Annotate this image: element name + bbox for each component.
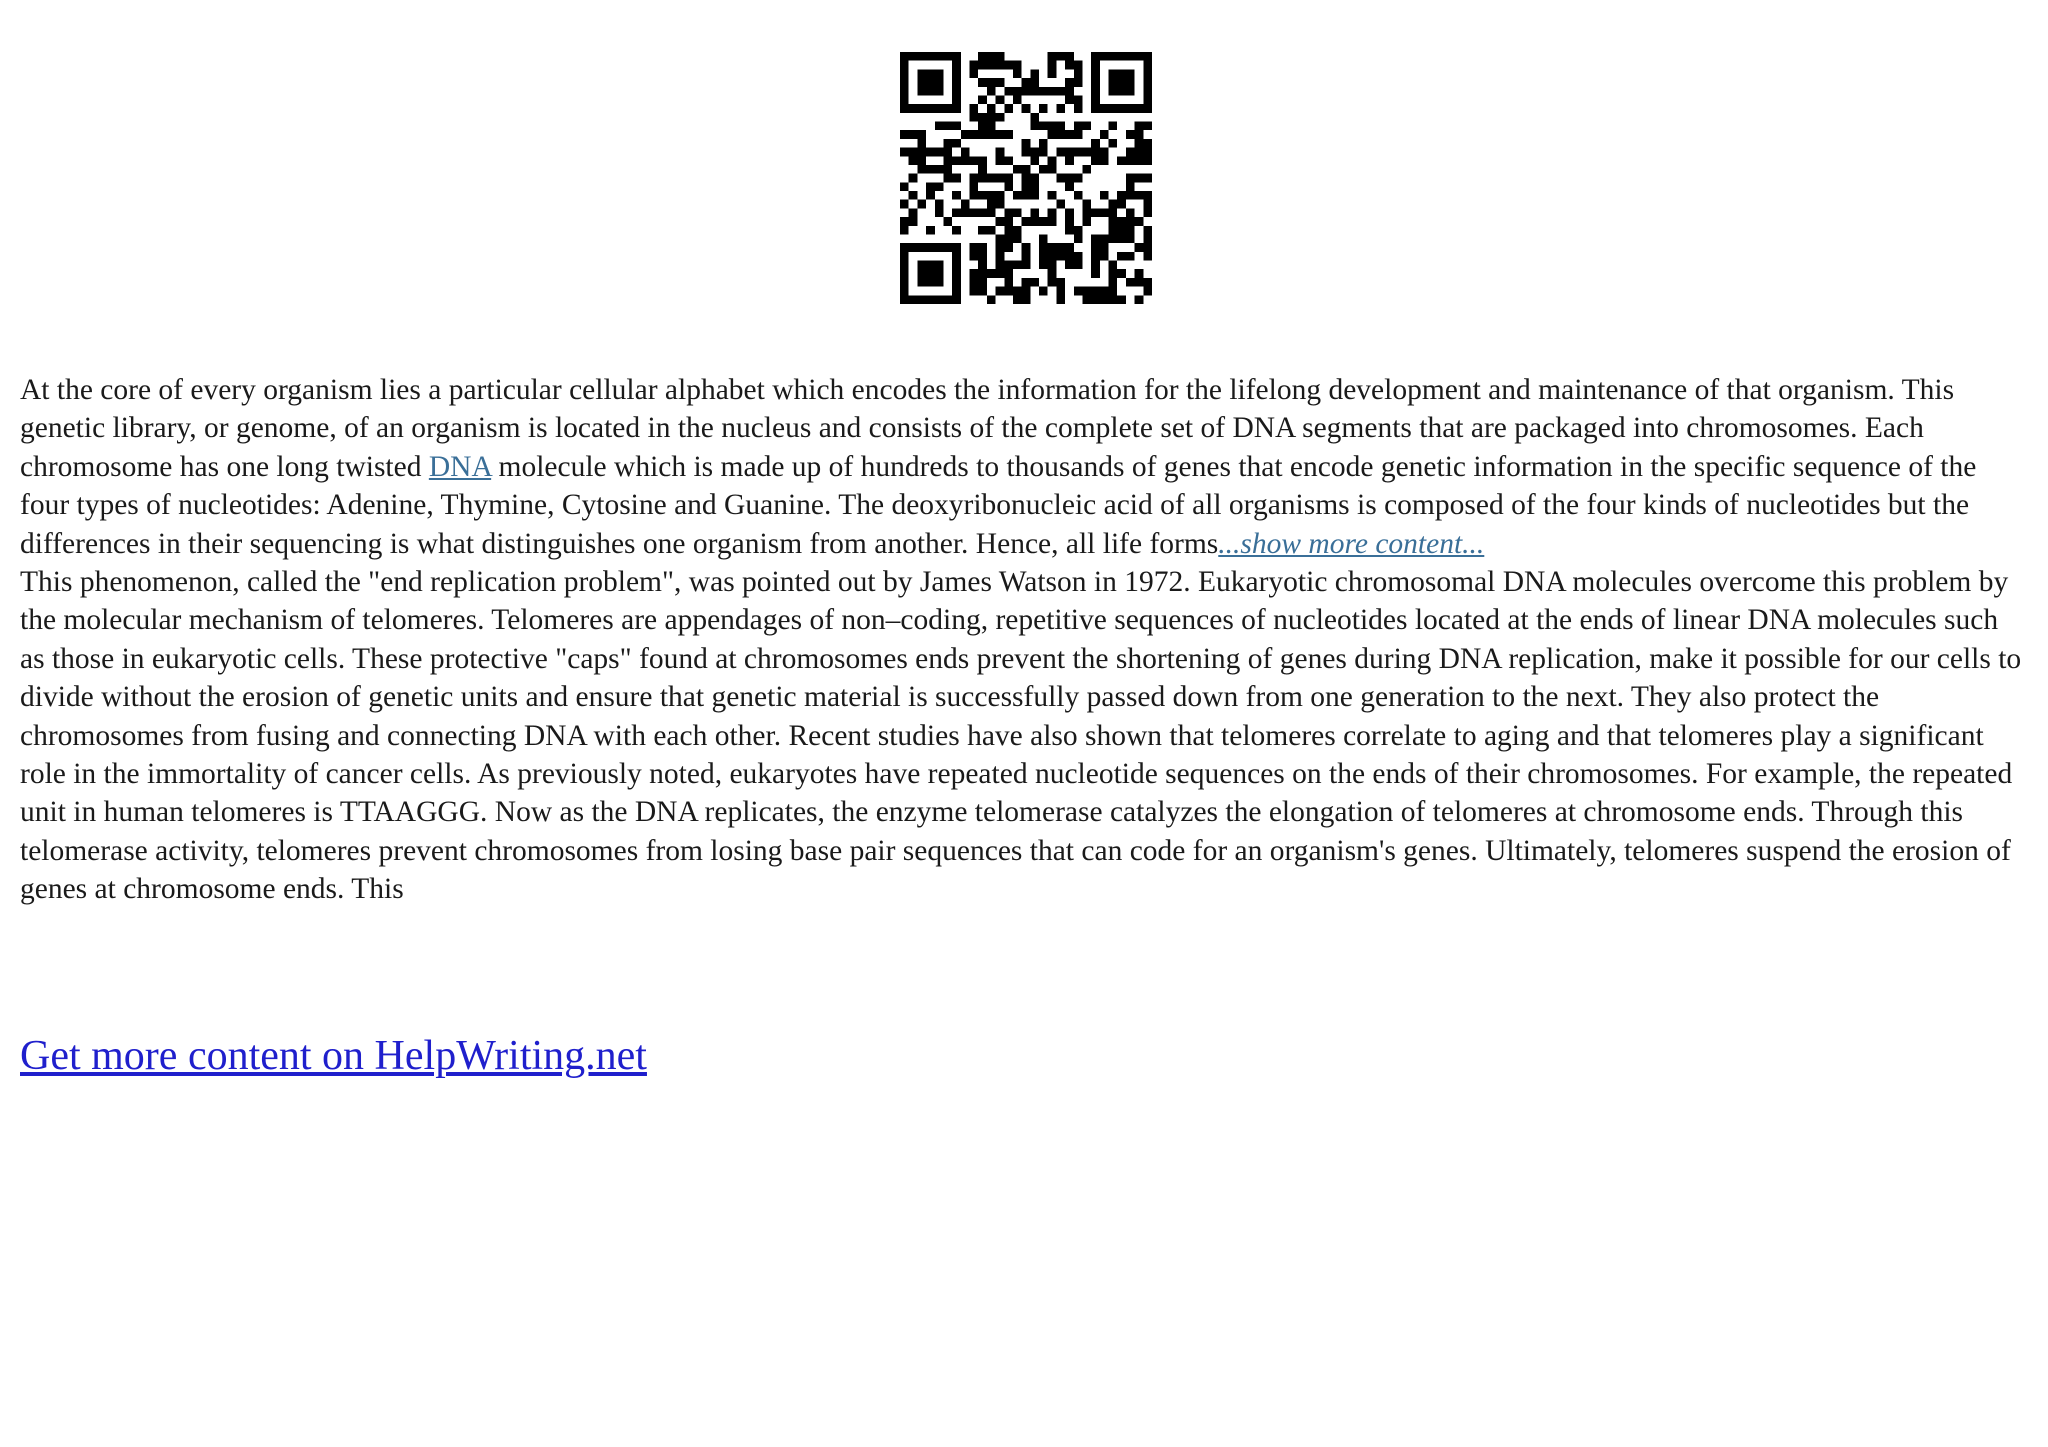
dna-link[interactable]: DNA [428, 450, 492, 483]
qr-code-icon [900, 52, 1152, 304]
paragraph-telomeres: This phenomenon, called the "end replication problem", was pointed out by James Watson in 1972. Eukaryotic chromosomal DNA molecules overcome this problem by the molecular mechanism of telomeres. Telomeres are appendages of non–coding, repetitive sequences of nucleotides located at the ends of linear DNA molecules such as those in eukaryotic cells. These protective "caps" found at chromosomes ends prevent the shortening of genes during DNA replication, make it possible for our cells to divide without the erosion of genetic units and ensure that genetic material is successfully passed down from one generation to the next. They also protect the chromosomes from fusing and connecting DNA with each other. Recent studies have also shown that telomeres correlate to aging and that telomeres play a significant role in the immortality of cancer cells. As previously noted, eukaryotes have repeated nucleotide sequences on the ends of their chromosomes. For example, the repeated unit in human telomeres is TTAAGGG. Now as the DNA replicates, the enzyme telomerase catalyzes the elongation of telomeres at chromosome ends. Through this telomerase activity, telomeres prevent chromosomes from losing base pair sequences that can code for an organism's genes. Ultimately, telomeres suspend the erosion of genes at chromosome ends. This [20, 566, 2022, 906]
article-body [20, 371, 2030, 909]
qr-code [900, 52, 1152, 304]
paragraph-intro-text-1: At the core of every organism lies a particular cellular alphabet which encodes the information for the lifelong development and maintenance of that organism. This genetic library, or genome, of an organism is located in the nucleus and consists of the complete set of DNA segments that are packaged into chromosomes. Each chromosome has one long twisted [20, 374, 1955, 483]
show-more-link[interactable]: ...show more content... [1218, 527, 1485, 560]
get-more-content-link[interactable]: Get more content on HelpWriting.net [20, 1033, 647, 1079]
paragraph-intro-text-2: molecule which is made up of hundreds to thousands of genes that encode genetic information in the specific sequence of the four types of nucleotides: Adenine, Thymine, Cytosine and Guanine. The deoxyribonucleic acid of all organisms is composed of the four kinds of nucleotides but the differences in their sequencing is what distinguishes one organism from another. Hence, all life forms [20, 450, 1977, 560]
paragraph-intro [20, 371, 2030, 563]
